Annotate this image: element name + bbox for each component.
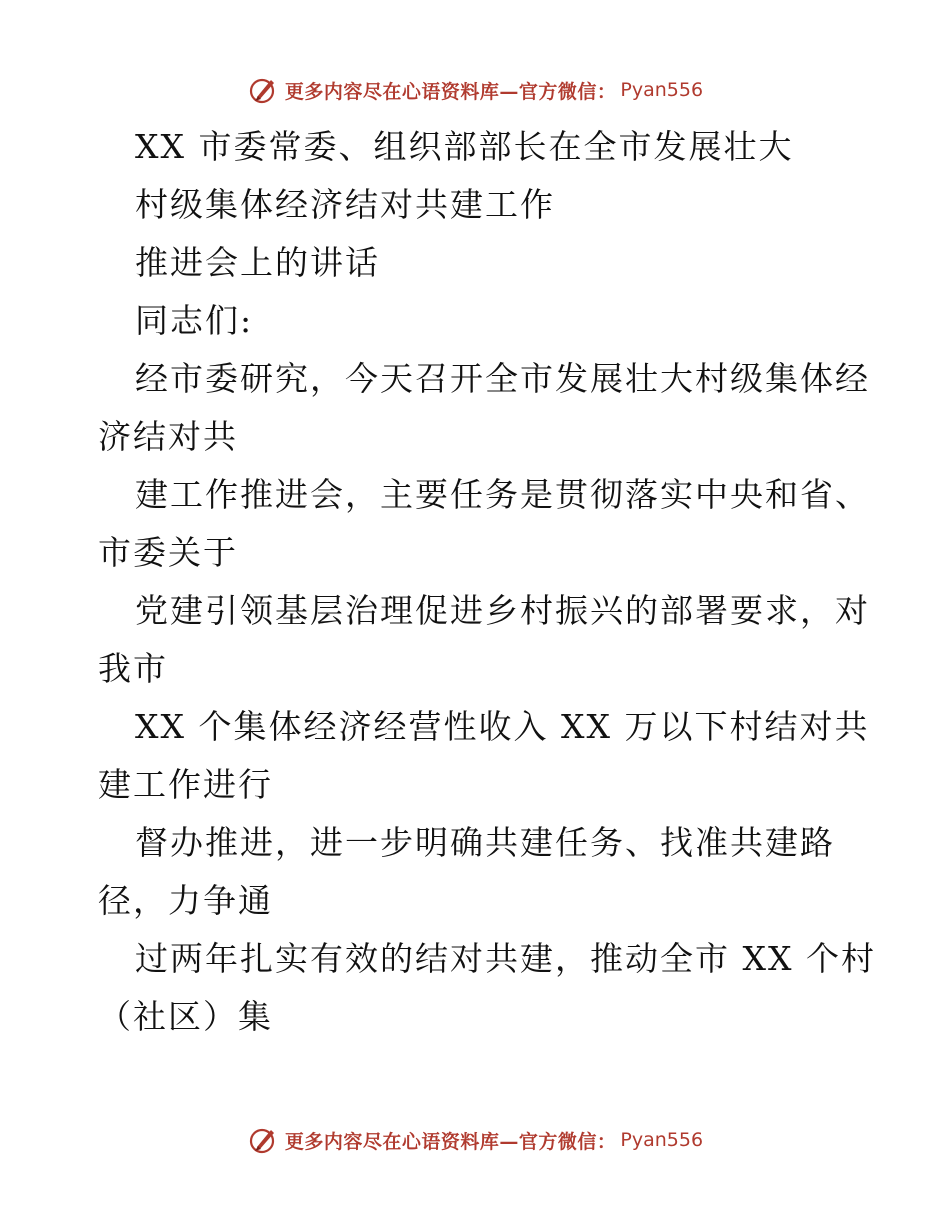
quill-pen-logo-icon — [247, 74, 279, 106]
banner-text: 更多内容尽在心语资料库—官方微信： — [284, 80, 617, 103]
banner-text: 更多内容尽在心语资料库—官方微信： — [284, 1130, 617, 1153]
title-line-3: 推进会上的讲话 — [135, 243, 380, 282]
paragraph-line: 济结对共 — [98, 417, 238, 456]
paragraph-line: 党建引领基层治理促进乡村振兴的部署要求，对 — [135, 591, 870, 630]
paragraph-line: XX 个集体经济经营性收入 XX 万以下村结对共 — [135, 707, 870, 746]
paragraph-line: 过两年扎实有效的结对共建，推动全市 XX 个村 — [135, 939, 876, 978]
paragraph-line: 建工作进行 — [98, 765, 273, 804]
header-watermark-banner — [0, 70, 950, 110]
title-line-1: XX 市委常委、组织部部长在全市发展壮大 — [135, 127, 794, 166]
title-line-2: 村级集体经济结对共建工作 — [135, 185, 555, 224]
paragraph-line: 建工作推进会，主要任务是贯彻落实中央和省、 — [135, 475, 870, 514]
salutation: 同志们: — [135, 301, 254, 340]
banner-wechat-id: Pyan556 — [620, 79, 704, 101]
paragraph-line: 经市委研究，今天召开全市发展壮大村级集体经 — [135, 359, 870, 398]
footer-watermark-banner — [0, 1120, 950, 1160]
paragraph-line: 径，力争通 — [98, 881, 273, 920]
paragraph-line: 我市 — [98, 649, 168, 688]
quill-pen-logo-icon — [247, 1124, 279, 1156]
paragraph-line: 市委关于 — [98, 533, 238, 572]
paragraph-line: （社区）集 — [98, 997, 273, 1036]
paragraph-line: 督办推进，进一步明确共建任务、找准共建路 — [135, 823, 835, 862]
document-body — [98, 118, 876, 1046]
banner-wechat-id: Pyan556 — [620, 1129, 704, 1151]
